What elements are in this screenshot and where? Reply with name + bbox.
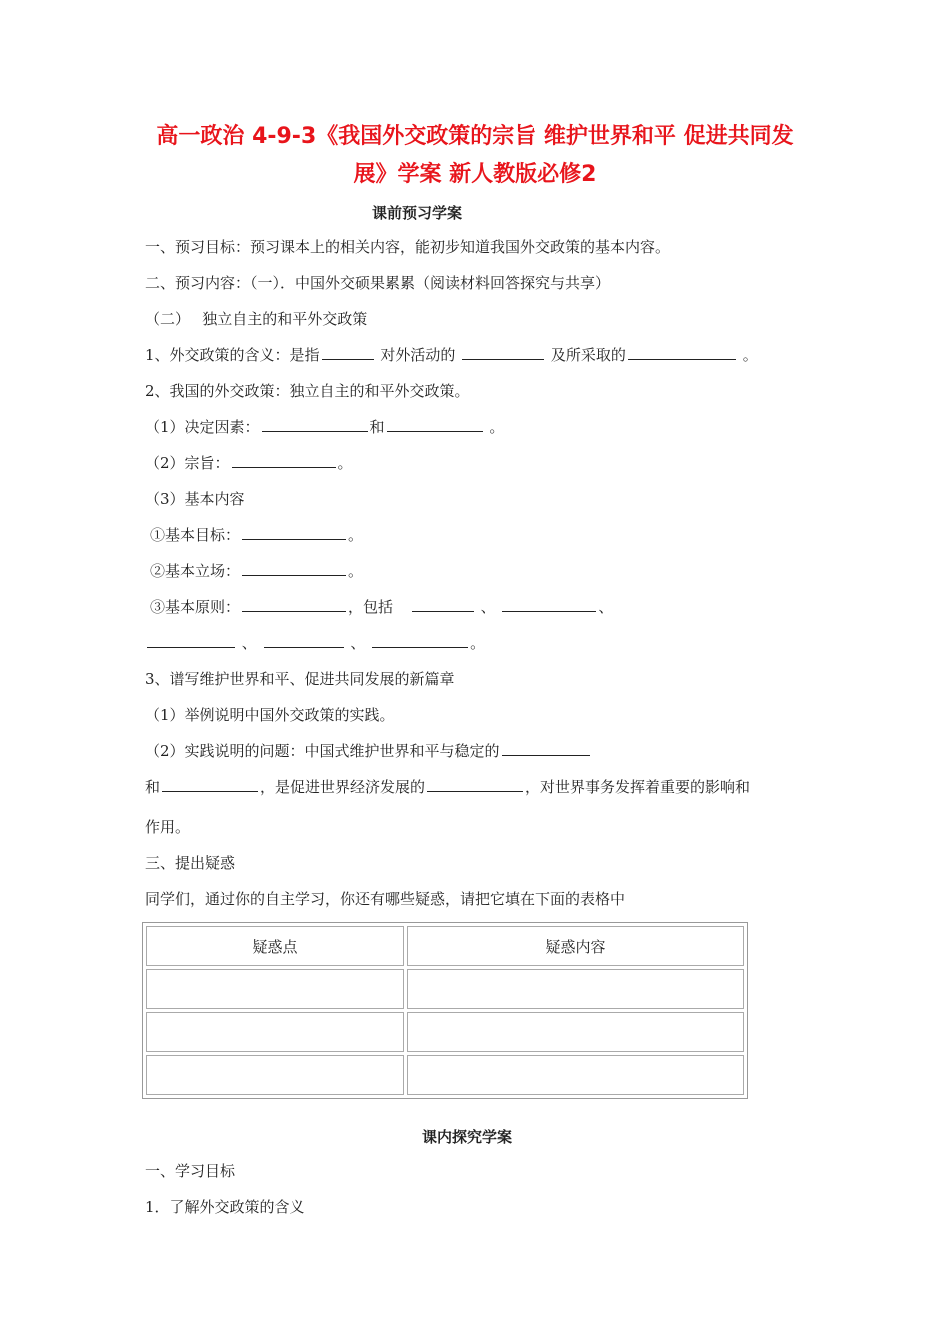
answer-blank[interactable] [242,596,346,612]
preview-goal: 一、预习目标：预习课本上的相关内容，能初步知道我国外交政策的基本内容。 [145,238,671,256]
question-3: 3、谱写维护世界和平、促进共同发展的新篇章 [145,670,455,688]
answer-blank[interactable] [372,632,468,648]
question-2-3-2: ②基本立场： 。 [150,562,364,580]
answer-blank[interactable] [232,452,336,468]
answer-blank[interactable] [242,560,346,576]
question-2-3-1: ①基本目标： 。 [150,526,364,544]
answer-blank[interactable] [427,776,523,792]
question-2-3: （3）基本内容 [145,490,245,508]
table-header-row [146,926,744,966]
question-3-2: （2）实践说明的问题：中国式维护世界和平与稳定的 [145,740,592,762]
answer-blank[interactable] [462,344,544,360]
question-3-2-continued: 和 ，是促进世界经济发展的 ，对世界事务发挥着重要的影响和 [145,778,751,796]
answer-blank[interactable] [502,596,596,612]
answer-blank[interactable] [262,416,368,432]
answer-blank[interactable] [147,632,235,648]
table-cell[interactable] [146,1012,404,1052]
table-cell[interactable] [146,1055,404,1095]
document-title-line1: 高一政治 4-9-3《我国外交政策的宗旨 维护世界和平 促进共同发 [156,124,794,149]
doubt-table [142,922,748,1099]
question-3-2-end: 作用。 [145,818,191,836]
learning-goal-1: 1．了解外交政策的含义 [145,1198,305,1216]
question-1: 1、外交政策的含义：是指 对外活动的 及所采取的 。 [145,346,758,364]
table-cell[interactable] [407,969,744,1009]
table-header-cell: 疑惑内容 [407,926,744,966]
doubt-heading: 三、提出疑惑 [145,854,236,872]
learning-goal-heading: 一、学习目标 [145,1162,236,1180]
preview-content: 二、预习内容：（一）．中国外交硕果累累（阅读材料回答探究与共享） [145,274,611,292]
answer-blank[interactable] [412,596,474,612]
doubt-instruction: 同学们，通过你的自主学习，你还有哪些疑惑，请把它填在下面的表格中 [145,890,626,908]
answer-blank[interactable] [162,776,258,792]
table-row [146,969,744,1009]
question-2: 2、我国的外交政策：独立自主的和平外交政策。 [145,382,470,400]
answer-blank[interactable] [264,632,344,648]
preview-subsection-2: （二） 独立自主的和平外交政策 [145,310,368,328]
table-row [146,1055,744,1095]
table-cell[interactable] [407,1055,744,1095]
document-title-line2: 展》学案 新人教版必修2 [353,162,597,187]
table-cell[interactable] [146,969,404,1009]
table-header-cell: 疑惑点 [146,926,404,966]
section-heading-inclass: 课内探究学案 [422,1128,513,1146]
question-2-3-3-continued: 、 、 。 [145,632,485,654]
table-row [146,1012,744,1052]
question-3-1: （1）举例说明中国外交政策的实践。 [145,706,395,724]
answer-blank[interactable] [387,416,483,432]
answer-blank[interactable] [242,524,346,540]
table-cell[interactable] [407,1012,744,1052]
question-2-2: （2）宗旨： 。 [145,454,353,472]
question-2-1: （1）决定因素： 和 。 [145,418,505,436]
answer-blank[interactable] [502,740,590,756]
answer-blank[interactable] [628,344,736,360]
section-heading-preview: 课前预习学案 [372,204,463,222]
answer-blank[interactable] [322,344,374,360]
question-2-3-3: ③基本原则： ，包括 、 、 [150,598,614,616]
